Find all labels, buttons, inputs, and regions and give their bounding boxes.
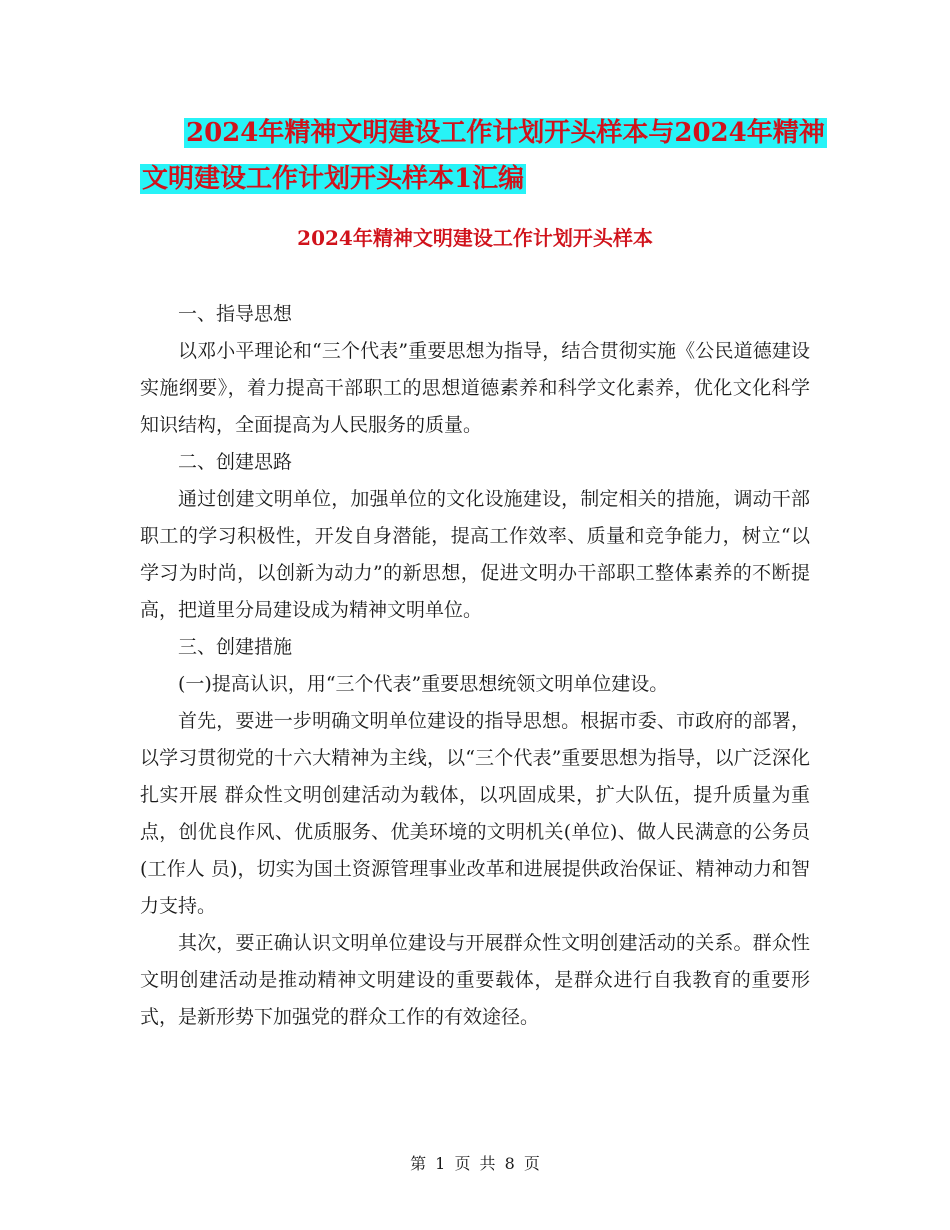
title-highlight: 2024年精神文明建设工作计划开头样本与2024年精神 — [186, 118, 825, 148]
heading-guiding-ideology: 一、指导思想 — [178, 303, 293, 325]
page-footer: 第 1 页 共 8 页 — [410, 1154, 540, 1173]
title-highlight: 文明建设工作计划开头样本1汇编 — [142, 164, 525, 194]
paragraph: 通过创建文明单位，加强单位的文化设施建设，制定相关的措施，调动干部职工的学习积极性，开发自身潜能，提高工作效率、质量和竞争能力，树立“以学习为时尚，以创新为动力”的新思想，促进文明办干部职工整体素养的不断提高，把道里分局建设成为精神文明单位。 — [140, 488, 810, 621]
paragraph: 以邓小平理论和“三个代表”重要思想为指导，结合贯彻实施《公民道德建设实施纲要》，着力提高干部职工的思想道德素养和科学文化素养，优化文化科学知识结构，全面提高为人民服务的质量。 — [140, 340, 810, 436]
paragraph: (一)提高认识，用“三个代表”重要思想统领文明单位建设。 — [178, 673, 669, 695]
paragraph: 首先，要进一步明确文明单位建设的指导思想。根据市委、市政府的部署，以学习贯彻党的十六大精神为主线，以“三个代表”重要思想为指导，以广泛深化扎实开展 群众性文明创建活动为载体，以巩固成果，扩大队伍，提升质量为重点，创优良作风、优质服务、优美环境的文明机关(单位)、做人民满意的公务员(工作人 员)，切实为国土资源管理事业改革和进展提供政治保证、精神动力和智力支持。 — [140, 710, 810, 917]
document-title-line-2 — [140, 156, 830, 202]
document-body — [140, 296, 810, 1036]
heading-creation-approach: 二、创建思路 — [178, 451, 293, 473]
heading-creation-measures: 三、创建措施 — [178, 636, 293, 658]
document-title — [140, 110, 830, 202]
document-title-line-1 — [140, 110, 830, 156]
section-title: 2024年精神文明建设工作计划开头样本 — [297, 226, 653, 250]
paragraph: 其次，要正确认识文明单位建设与开展群众性文明创建活动的关系。群众性文明创建活动是推动精神文明建设的重要载体，是群众进行自我教育的重要形式，是新形势下加强党的群众工作的有效途径。 — [140, 932, 810, 1028]
